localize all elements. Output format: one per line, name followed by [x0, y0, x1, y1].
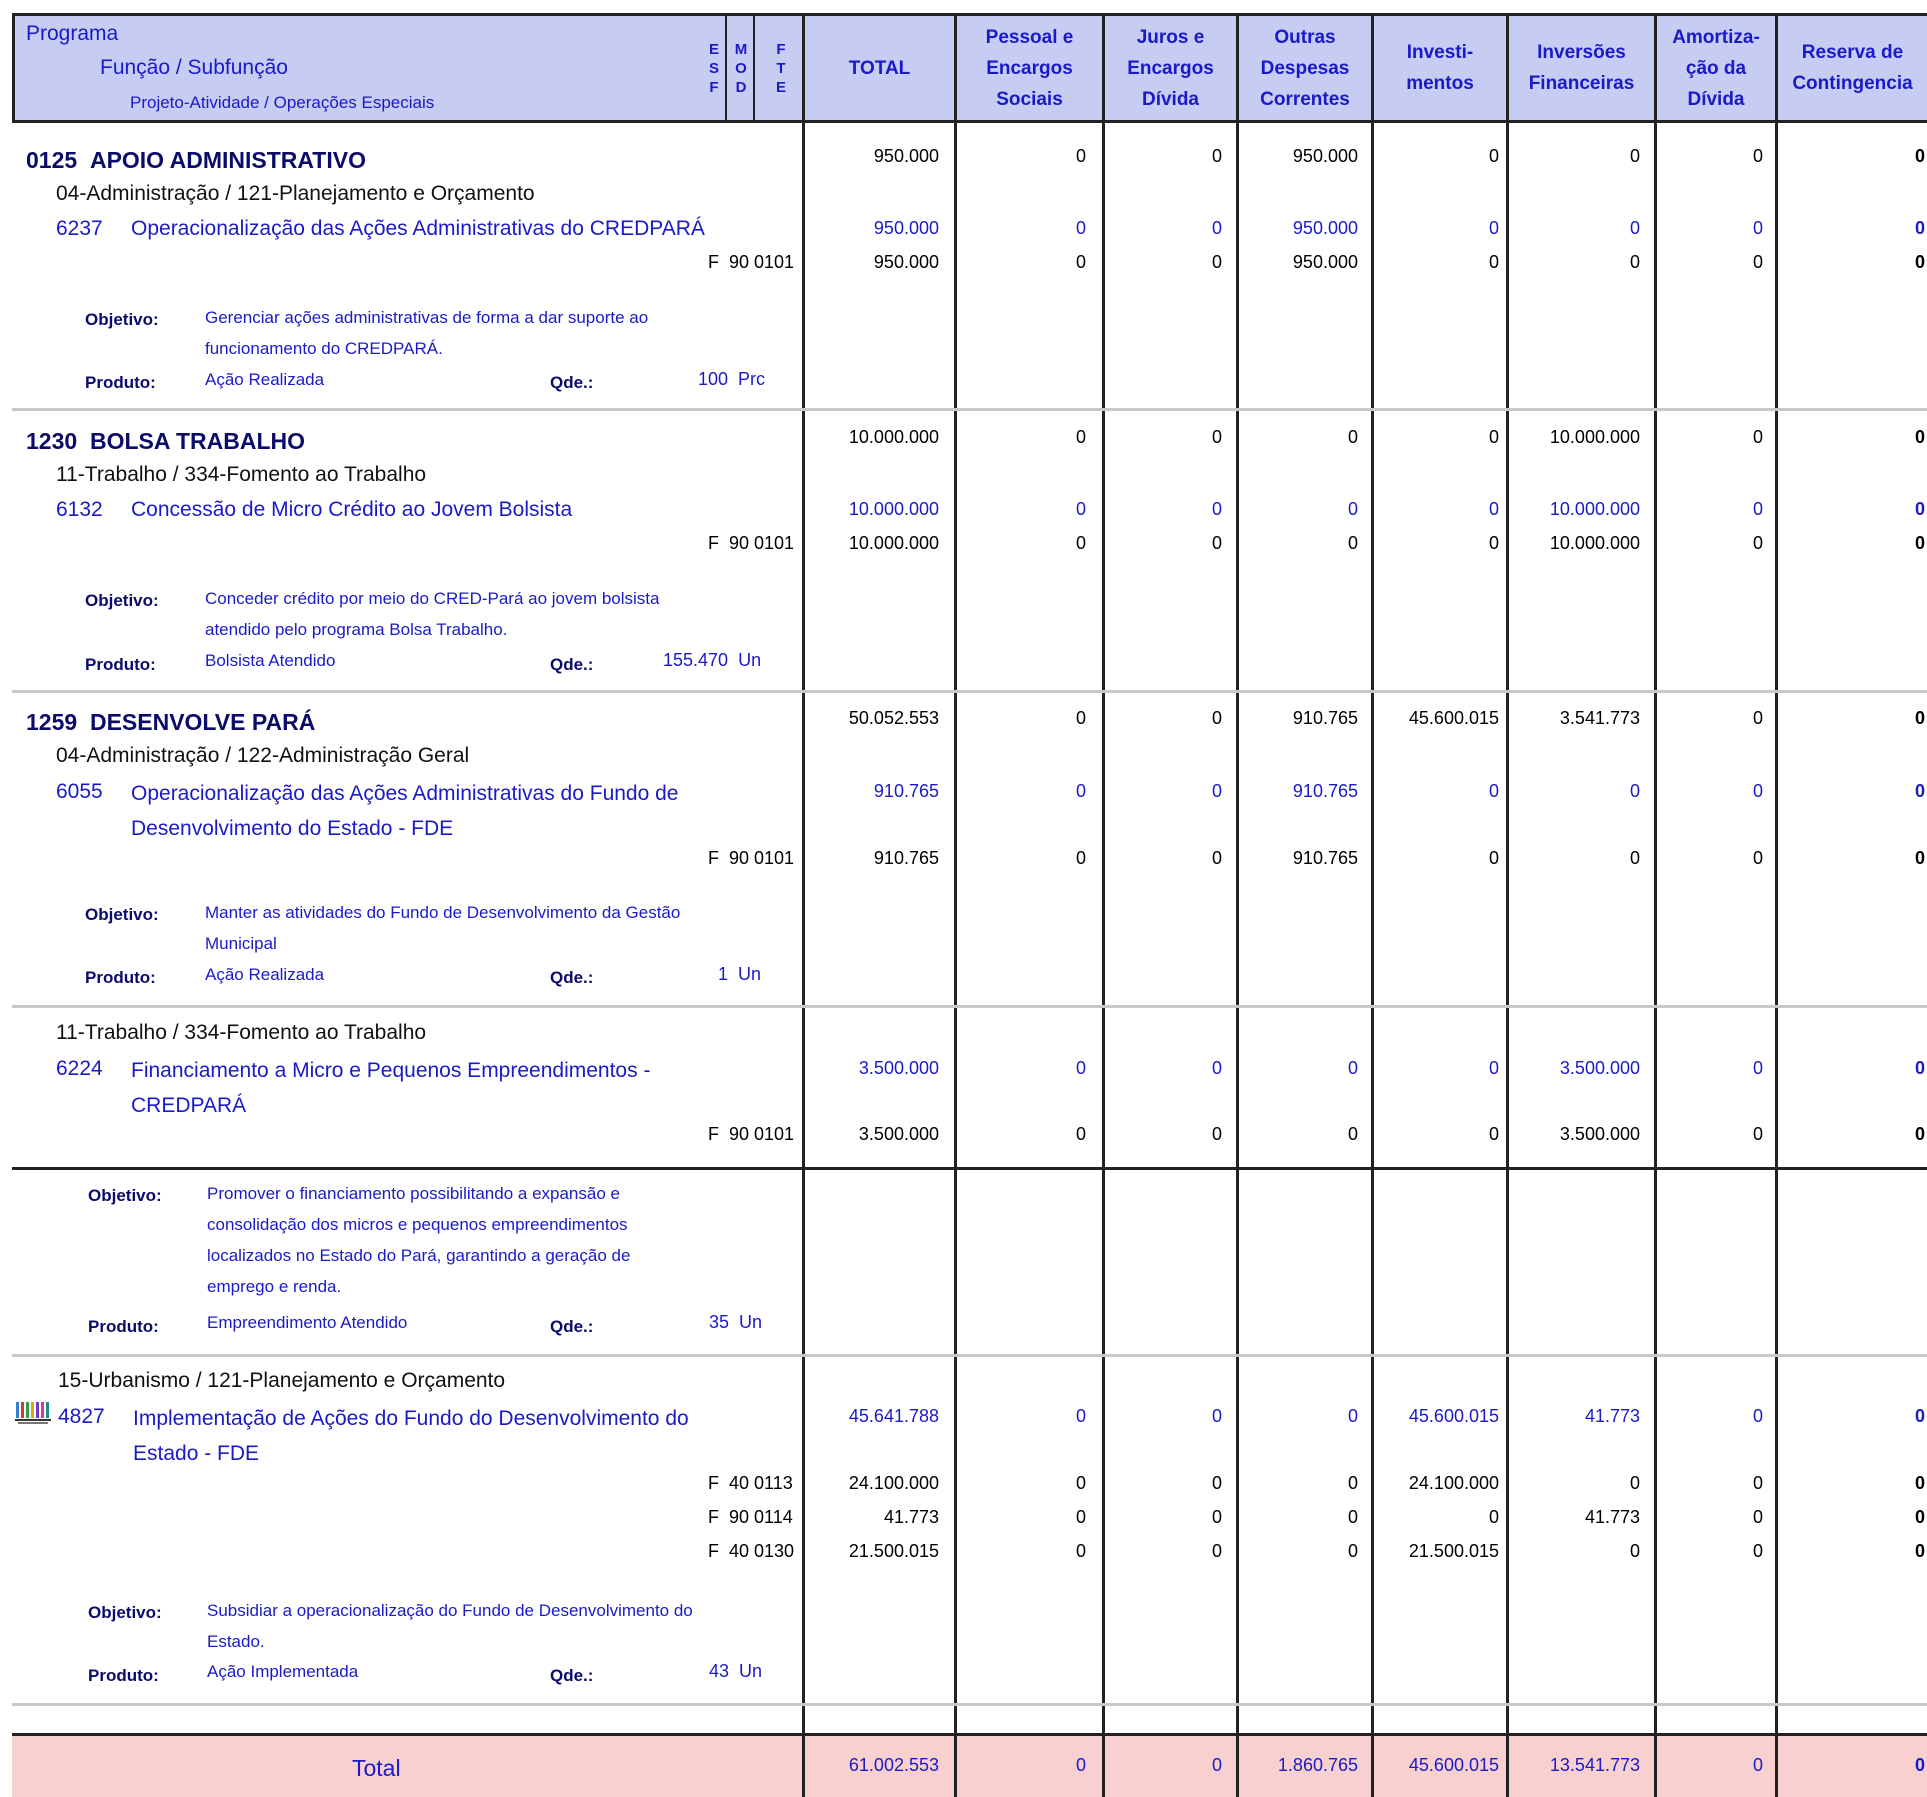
objetivo-label: Objetivo:: [88, 1603, 162, 1622]
value-cell: 0: [1629, 848, 1640, 868]
value-cell: 0: [1629, 218, 1640, 238]
value-cell: 0: [1914, 146, 1925, 166]
funcao-subfuncao: 11-Trabalho / 334-Fomento ao Trabalho: [56, 463, 427, 486]
header-programa: Programa: [26, 22, 119, 45]
header-funcao: Função / Subfunção: [100, 56, 288, 79]
program-title: 1230 BOLSA TRABALHO: [26, 428, 306, 454]
qde-label: Qde.:: [550, 968, 594, 987]
action-name: Operacionalização das Ações Administrativas do CREDPARÁ: [131, 217, 705, 240]
value-cell: 0: [1211, 848, 1222, 868]
value-cell: 0: [1914, 1473, 1925, 1493]
fonte-code: F 90 0101: [708, 1124, 795, 1144]
value-cell: 10.000.000: [1549, 533, 1640, 553]
objetivo-label: Objetivo:: [88, 1186, 162, 1205]
value-cell: 910.765: [1292, 708, 1358, 728]
fonte-code: F 40 0113: [708, 1473, 793, 1493]
value-cell: 0: [1752, 1541, 1763, 1561]
qde-label: Qde.:: [550, 1317, 594, 1336]
produto-label: Produto:: [85, 655, 156, 674]
objetivo-text: Subsidiar a operacionalização do Fundo de Desenvolvimento do Estado.: [207, 1601, 693, 1651]
value-cell: 0: [1752, 1058, 1763, 1078]
funcao-subfuncao: 04-Administração / 122-Administração Geral: [56, 744, 470, 767]
produto-label: Produto:: [88, 1666, 159, 1685]
value-cell: 950.000: [873, 252, 939, 272]
value-cell: 45.600.015: [1408, 1406, 1499, 1426]
value-cell: 950.000: [873, 146, 939, 166]
value-cell: 3.541.773: [1559, 708, 1640, 728]
value-cell: 0: [1075, 1473, 1086, 1493]
value-cell: 0: [1914, 708, 1925, 728]
qde-value: 43 Un: [709, 1661, 763, 1681]
value-cell: 41.773: [1584, 1406, 1640, 1426]
produto-text: Bolsista Atendido: [205, 651, 336, 670]
value-cell: 0: [1211, 1473, 1222, 1493]
value-cell: 0: [1752, 708, 1763, 728]
value-cell: 45.600.015: [1408, 1755, 1499, 1775]
value-cell: 0: [1752, 1507, 1763, 1527]
produto-label: Produto:: [85, 968, 156, 987]
program-title: 1259 DESENVOLVE PARÁ: [26, 709, 316, 735]
value-cell: 3.500.000: [858, 1058, 939, 1078]
value-cell: 0: [1211, 218, 1222, 238]
value-cell: 0: [1075, 252, 1086, 272]
value-cell: 0: [1914, 781, 1925, 801]
value-cell: 0: [1075, 1507, 1086, 1527]
value-cell: 0: [1488, 218, 1499, 238]
value-cell: 0: [1914, 218, 1925, 238]
qde-value: 35 Un: [709, 1312, 763, 1332]
value-cell: 0: [1752, 146, 1763, 166]
value-cell: 0: [1914, 252, 1925, 272]
value-cell: 10.000.000: [1549, 499, 1640, 519]
value-cell: 0: [1629, 781, 1640, 801]
action-code: 6055: [56, 780, 103, 803]
value-cell: 0: [1488, 252, 1499, 272]
value-cell: 0: [1752, 218, 1763, 238]
fonte-code: F 40 0130: [708, 1541, 795, 1561]
value-cell: 0: [1488, 848, 1499, 868]
value-cell: 21.500.015: [848, 1541, 939, 1561]
value-cell: 0: [1075, 427, 1086, 447]
value-cell: 950.000: [1292, 146, 1358, 166]
value-cell: 3.500.000: [858, 1124, 939, 1144]
qde-label: Qde.:: [550, 655, 594, 674]
value-cell: 0: [1347, 1473, 1358, 1493]
value-cell: 0: [1752, 252, 1763, 272]
action-name: Concessão de Micro Crédito ao Jovem Bolsista: [131, 498, 573, 521]
value-cell: 24.100.000: [848, 1473, 939, 1493]
value-cell: 0: [1752, 533, 1763, 553]
value-cell: 0: [1075, 781, 1086, 801]
produto-label: Produto:: [88, 1317, 159, 1336]
value-cell: 0: [1211, 252, 1222, 272]
action-name: Financiamento a Micro e Pequenos Empreendimentos - CREDPARÁ: [131, 1059, 651, 1117]
value-cell: 0: [1211, 1058, 1222, 1078]
produto-text: Ação Implementada: [207, 1662, 359, 1681]
produto-label: Produto:: [85, 373, 156, 392]
value-cell: 0: [1488, 1058, 1499, 1078]
value-cell: 0: [1211, 146, 1222, 166]
value-cell: 0: [1211, 708, 1222, 728]
value-cell: 61.002.553: [848, 1755, 939, 1775]
action-code: 4827: [58, 1405, 105, 1428]
value-cell: 950.000: [873, 218, 939, 238]
participatory-budget-logo-icon: [14, 1400, 54, 1426]
value-cell: 10.000.000: [848, 499, 939, 519]
header-inversoes: Inversões Financeiras: [1506, 13, 1654, 123]
fonte-code: F 90 0101: [708, 848, 795, 868]
value-cell: 0: [1211, 1406, 1222, 1426]
value-cell: 0: [1914, 499, 1925, 519]
fonte-code: F 90 0101: [708, 252, 795, 272]
value-cell: 950.000: [1292, 218, 1358, 238]
value-cell: 1.860.765: [1277, 1755, 1358, 1775]
value-cell: 0: [1914, 427, 1925, 447]
value-cell: 0: [1347, 1406, 1358, 1426]
value-cell: 0: [1075, 708, 1086, 728]
qde-value: 100 Prc: [698, 369, 766, 389]
value-cell: 0: [1211, 1124, 1222, 1144]
value-cell: 0: [1347, 427, 1358, 447]
value-cell: 0: [1075, 1406, 1086, 1426]
qde-value: 1 Un: [718, 964, 762, 984]
value-cell: 0: [1488, 781, 1499, 801]
value-cell: 910.765: [873, 781, 939, 801]
action-code: 6224: [56, 1057, 103, 1080]
header-amort: Amortiza- ção da Dívida: [1654, 13, 1775, 123]
fonte-code: F 90 0114: [708, 1507, 793, 1527]
value-cell: 0: [1211, 781, 1222, 801]
value-cell: 0: [1914, 533, 1925, 553]
objetivo-label: Objetivo:: [85, 310, 159, 329]
value-cell: 0: [1211, 1755, 1222, 1775]
program-title: 0125 APOIO ADMINISTRATIVO: [26, 147, 366, 173]
produto-text: Ação Realizada: [205, 370, 325, 389]
value-cell: 0: [1488, 499, 1499, 519]
header-mod: M O D: [734, 41, 748, 96]
objetivo-label: Objetivo:: [85, 591, 159, 610]
value-cell: 41.773: [1584, 1507, 1640, 1527]
value-cell: 0: [1075, 499, 1086, 519]
value-cell: 0: [1629, 252, 1640, 272]
header-total: TOTAL: [802, 13, 954, 123]
value-cell: 13.541.773: [1549, 1755, 1640, 1775]
value-cell: 0: [1211, 1507, 1222, 1527]
value-cell: 0: [1914, 1541, 1925, 1561]
value-cell: 0: [1211, 533, 1222, 553]
value-cell: 10.000.000: [848, 533, 939, 553]
header-pessoal: Pessoal e Encargos Sociais: [954, 13, 1102, 123]
action-name: Implementação de Ações do Fundo do Desenvolvimento do Estado - FDE: [133, 1407, 689, 1465]
value-cell: 0: [1347, 1124, 1358, 1144]
objetivo-text: Gerenciar ações administrativas de forma a dar suporte ao funcionamento do CREDPARÁ.: [205, 308, 649, 358]
value-cell: 41.773: [883, 1507, 939, 1527]
header-reserva: Reserva de Contingencia: [1775, 13, 1927, 123]
value-cell: 910.765: [1292, 781, 1358, 801]
value-cell: 0: [1347, 1541, 1358, 1561]
funcao-subfuncao: 04-Administração / 121-Planejamento e Orçamento: [56, 182, 535, 205]
value-cell: 0: [1914, 848, 1925, 868]
value-cell: 0: [1211, 499, 1222, 519]
value-cell: 0: [1075, 1541, 1086, 1561]
value-cell: 21.500.015: [1408, 1541, 1499, 1561]
value-cell: 0: [1488, 146, 1499, 166]
value-cell: 0: [1211, 1541, 1222, 1561]
value-cell: 0: [1914, 1755, 1925, 1775]
value-cell: 0: [1914, 1058, 1925, 1078]
fonte-code: F 90 0101: [708, 533, 795, 553]
value-cell: 0: [1075, 533, 1086, 553]
value-cell: 0: [1914, 1124, 1925, 1144]
value-cell: 0: [1752, 1473, 1763, 1493]
value-cell: 0: [1752, 427, 1763, 447]
objetivo-text: Promover o financiamento possibilitando a expansão e consolidação dos micros e pequenos empreendimentos localizados no Estado do Pará, garantindo a geração de emprego e renda.: [207, 1184, 631, 1296]
produto-text: Ação Realizada: [205, 965, 325, 984]
header-outras: Outras Despesas Correntes: [1236, 13, 1371, 123]
value-cell: 45.641.788: [848, 1406, 939, 1426]
value-cell: 0: [1347, 533, 1358, 553]
value-cell: 0: [1629, 1473, 1640, 1493]
value-cell: 0: [1629, 146, 1640, 166]
value-cell: 3.500.000: [1559, 1124, 1640, 1144]
value-cell: 10.000.000: [1549, 427, 1640, 447]
funcao-subfuncao: 15-Urbanismo / 121-Planejamento e Orçamento: [58, 1369, 506, 1392]
value-cell: 45.600.015: [1408, 708, 1499, 728]
value-cell: 0: [1914, 1406, 1925, 1426]
header-projeto: Projeto-Atividade / Operações Especiais: [130, 93, 435, 112]
value-cell: 50.052.553: [848, 708, 939, 728]
qde-label: Qde.:: [550, 1666, 594, 1685]
header-fte: F T E: [775, 41, 786, 96]
value-cell: 0: [1752, 848, 1763, 868]
value-cell: 0: [1075, 146, 1086, 166]
value-cell: 0: [1914, 1507, 1925, 1527]
value-cell: 0: [1347, 1058, 1358, 1078]
action-name: Operacionalização das Ações Administrativas do Fundo de Desenvolvimento do Estado - FDE: [131, 782, 679, 840]
value-cell: 950.000: [1292, 252, 1358, 272]
total-label: Total: [352, 1755, 401, 1781]
funcao-subfuncao: 11-Trabalho / 334-Fomento ao Trabalho: [56, 1021, 427, 1044]
value-cell: 0: [1752, 781, 1763, 801]
value-cell: 3.500.000: [1559, 1058, 1640, 1078]
objetivo-text: Manter as atividades do Fundo de Desenvolvimento da Gestão Municipal: [205, 903, 681, 953]
qde-label: Qde.:: [550, 373, 594, 392]
qde-value: 155.470 Un: [663, 650, 762, 670]
objetivo-label: Objetivo:: [85, 905, 159, 924]
value-cell: 0: [1211, 427, 1222, 447]
value-cell: 0: [1752, 1755, 1763, 1775]
action-code: 6237: [56, 217, 103, 240]
value-cell: 0: [1347, 499, 1358, 519]
value-cell: 0: [1075, 1755, 1086, 1775]
value-cell: 0: [1488, 1507, 1499, 1527]
value-cell: 10.000.000: [848, 427, 939, 447]
value-cell: 0: [1752, 1124, 1763, 1144]
value-cell: 0: [1629, 1541, 1640, 1561]
value-cell: 910.765: [1292, 848, 1358, 868]
header-esf: E S F: [708, 41, 719, 96]
action-code: 6132: [56, 498, 103, 521]
value-cell: 0: [1075, 1124, 1086, 1144]
header-invest: Investi- mentos: [1371, 13, 1506, 123]
value-cell: 0: [1752, 499, 1763, 519]
produto-text: Empreendimento Atendido: [207, 1313, 408, 1332]
value-cell: 0: [1075, 218, 1086, 238]
value-cell: 910.765: [873, 848, 939, 868]
value-cell: 0: [1488, 1124, 1499, 1144]
value-cell: 24.100.000: [1408, 1473, 1499, 1493]
objetivo-text: Conceder crédito por meio do CRED-Pará ao jovem bolsista atendido pelo programa Bolsa Trabalho.: [205, 589, 660, 639]
value-cell: 0: [1347, 1507, 1358, 1527]
value-cell: 0: [1752, 1406, 1763, 1426]
header-juros: Juros e Encargos Dívida: [1102, 13, 1236, 123]
value-cell: 0: [1075, 1058, 1086, 1078]
value-cell: 0: [1075, 848, 1086, 868]
value-cell: 0: [1488, 533, 1499, 553]
value-cell: 0: [1488, 427, 1499, 447]
